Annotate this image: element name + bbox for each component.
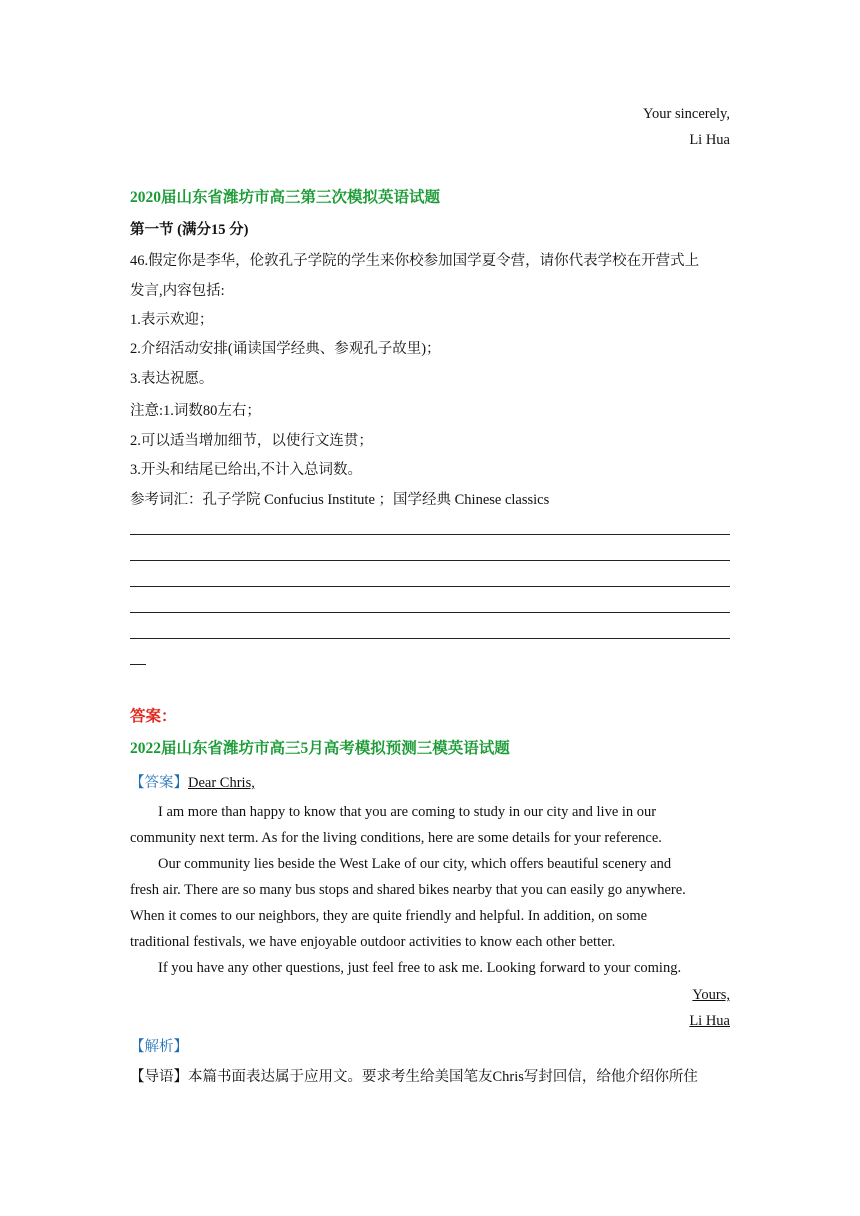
letter-paragraph-line: If you have any other questions, just feel free to ask me. Looking forward to your coming.: [158, 960, 682, 976]
point-item: 3.表达祝愿。: [130, 371, 214, 387]
exam-2020-title: 2020届山东省潍坊市高三第三次模拟英语试题: [130, 189, 441, 206]
exam-2022-title: 2022届山东省潍坊市高三5月高考模拟预测三模英语试题: [130, 740, 510, 757]
answer-heading: 答案：: [130, 708, 177, 725]
note-item: 2.可以适当增加细节，以使行文连贯；: [130, 433, 373, 449]
note-item: 注意:1.词数80左右；: [130, 403, 261, 419]
guide-tag: 【导语】: [130, 1069, 188, 1085]
section-heading: 第一节 (满分15 分): [130, 222, 249, 238]
answer-blank-line: [130, 612, 730, 613]
answer-blank-line: [130, 586, 730, 587]
answer-blank-line: [130, 664, 146, 665]
prompt-line-1: 46.假定你是李华，伦敦孔子学院的学生来你校参加国学夏令营，请你代表学校在开营式上: [130, 253, 700, 269]
analysis-tag: 【解析】: [130, 1039, 188, 1055]
letter-paragraph-line: traditional festivals, we have enjoyable outdoor activities to know each other better.: [130, 934, 616, 950]
answer-blank-line: [130, 560, 730, 561]
letter-signature: Li Hua: [689, 132, 730, 148]
answer-blank-line: [130, 638, 730, 639]
vocabulary-line: 参考词汇：孔子学院 Confucius Institute ；国学经典 Chinese classics: [130, 492, 550, 508]
answer-salutation-line: [130, 773, 255, 793]
letter-paragraph-line: fresh air. There are so many bus stops and shared bikes nearby that you can easily go anywhere.: [130, 882, 686, 898]
salutation: Dear Chris,: [188, 775, 255, 791]
guide-line: [130, 1067, 698, 1087]
guide-text: 本篇书面表达属于应用文。要求考生给美国笔友Chris写封回信，给他介绍你所住: [188, 1069, 698, 1085]
prompt-line-2: 发言,内容包括:: [130, 283, 225, 299]
note-item: 3.开头和结尾已给出,不计入总词数。: [130, 462, 362, 478]
point-item: 2.介绍活动安排(诵读国学经典、参观孔子故里)；: [130, 341, 441, 357]
letter-closing: Your sincerely,: [643, 106, 730, 122]
letter-signature: Li Hua: [689, 1013, 730, 1029]
letter-paragraph-line: When it comes to our neighbors, they are quite friendly and helpful. In addition, on some: [130, 908, 648, 924]
letter-closing: Yours,: [692, 987, 730, 1003]
point-item: 1.表示欢迎；: [130, 312, 214, 328]
letter-paragraph-line: I am more than happy to know that you are coming to study in our city and live in our: [158, 804, 657, 820]
answer-blank-line: [130, 534, 730, 535]
letter-paragraph-line: community next term. As for the living conditions, here are some details for your reference.: [130, 830, 662, 846]
letter-paragraph-line: Our community lies beside the West Lake of our city, which offers beautiful scenery and: [158, 856, 672, 872]
answer-tag: 【答案】: [130, 775, 188, 791]
